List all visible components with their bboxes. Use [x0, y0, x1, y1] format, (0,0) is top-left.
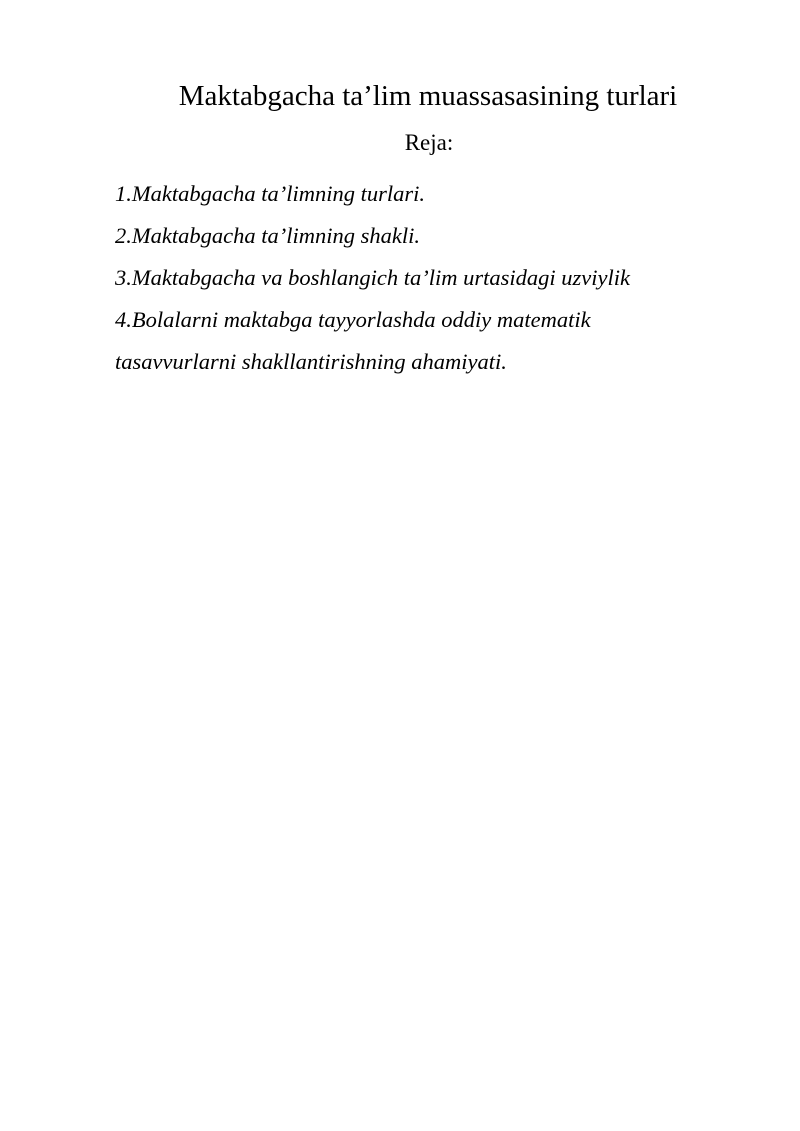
plan-list: [115, 173, 785, 383]
document-title: Maktabgacha ta’lim muassasasining turlari: [178, 80, 678, 112]
plan-heading: Reja:: [404, 130, 454, 155]
plan-item-4: 4.Bolalarni maktabga tayyorlashda oddiy matematik: [115, 307, 591, 332]
plan-item-4-continuation: tasavvurlarni shakllantirishning ahamiyati.: [115, 349, 507, 374]
plan-item-2: 2.Maktabgacha ta’limning shakli.: [115, 223, 420, 248]
plan-item-3: 3.Maktabgacha va boshlangich ta’lim urtasidagi uzviylik: [115, 265, 630, 290]
plan-item-1: 1.Maktabgacha ta’limning turlari.: [115, 181, 425, 206]
